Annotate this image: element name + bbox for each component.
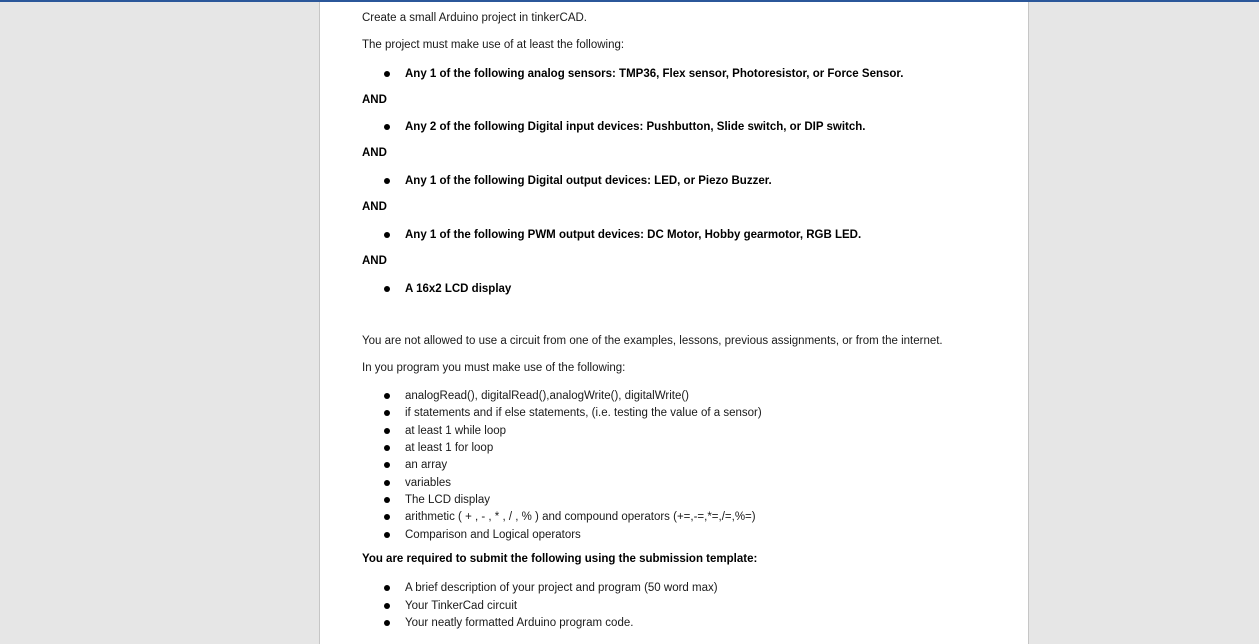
bullet-icon: [384, 445, 390, 451]
bullet-icon: [384, 393, 390, 399]
submit-heading: You are required to submit the following using the submission template:: [362, 553, 758, 565]
bullet-icon: [384, 286, 390, 292]
list-item: [320, 227, 1020, 243]
submit-item-text: Your TinkerCad circuit: [405, 600, 518, 612]
program-item-text: an array: [405, 459, 448, 471]
bullet-icon: [384, 428, 390, 434]
list-item: [320, 492, 1020, 508]
list-item: [320, 615, 1020, 631]
and-label: AND: [362, 201, 387, 213]
requirement-text: Any 1 of the following Digital output devices: LED, or Piezo Buzzer.: [405, 175, 772, 187]
bullet-icon: [384, 410, 390, 416]
list-item: [320, 405, 1020, 421]
program-item-text: if statements and if else statements, (i.e. testing the value of a sensor): [405, 407, 762, 419]
bullet-icon: [384, 178, 390, 184]
list-item: [320, 509, 1020, 525]
list-item: [320, 173, 1020, 189]
list-item: [320, 527, 1020, 543]
program-item-text: variables: [405, 477, 452, 489]
requirement-text: Any 2 of the following Digital input devices: Pushbutton, Slide switch, or DIP switch.: [405, 121, 866, 133]
bullet-icon: [384, 603, 390, 609]
list-item: [320, 580, 1020, 596]
and-label: AND: [362, 147, 387, 159]
and-label: AND: [362, 255, 387, 267]
and-label: AND: [362, 94, 387, 106]
program-item-text: arithmetic ( + , - , * , / , % ) and compound operators (+=,-=,*=,/=,%=): [405, 511, 756, 523]
list-item: [320, 388, 1020, 404]
requirement-text: Any 1 of the following PWM output devices: DC Motor, Hobby gearmotor, RGB LED.: [405, 229, 862, 241]
program-item-text: at least 1 while loop: [405, 425, 507, 437]
list-item: [320, 423, 1020, 439]
bullet-icon: [384, 585, 390, 591]
requirement-text: Any 1 of the following analog sensors: TMP36, Flex sensor, Photoresistor, or Force Sensor.: [405, 68, 904, 80]
bullet-icon: [384, 462, 390, 468]
bullet-icon: [384, 124, 390, 130]
bullet-icon: [384, 71, 390, 77]
intro-text: Create a small Arduino project in tinkerCAD.: [362, 12, 587, 24]
list-item: [320, 119, 1020, 135]
program-item-text: Comparison and Logical operators: [405, 529, 581, 541]
bullet-icon: [384, 532, 390, 538]
submit-item-text: A brief description of your project and program (50 word max): [405, 582, 718, 594]
list-item: [320, 440, 1020, 456]
bullet-icon: [384, 620, 390, 626]
list-item: [320, 475, 1020, 491]
document-page[interactable]: [319, 2, 1029, 644]
program-item-text: The LCD display: [405, 494, 491, 506]
list-item: [320, 281, 1020, 297]
bullet-icon: [384, 480, 390, 486]
program-lead: In you program you must make use of the following:: [362, 362, 626, 374]
bullet-icon: [384, 497, 390, 503]
requirement-text: A 16x2 LCD display: [405, 283, 512, 295]
list-item: [320, 598, 1020, 614]
list-item: [320, 66, 1020, 82]
requirement-lead: The project must make use of at least the following:: [362, 39, 625, 51]
program-item-text: at least 1 for loop: [405, 442, 494, 454]
bullet-icon: [384, 514, 390, 520]
submit-item-text: Your neatly formatted Arduino program code.: [405, 617, 634, 629]
not-allowed-text: You are not allowed to use a circuit from one of the examples, lessons, previous assignments, or from the internet.: [362, 335, 943, 347]
bullet-icon: [384, 232, 390, 238]
list-item: [320, 457, 1020, 473]
program-item-text: analogRead(), digitalRead(),analogWrite(), digitalWrite(): [405, 390, 690, 402]
